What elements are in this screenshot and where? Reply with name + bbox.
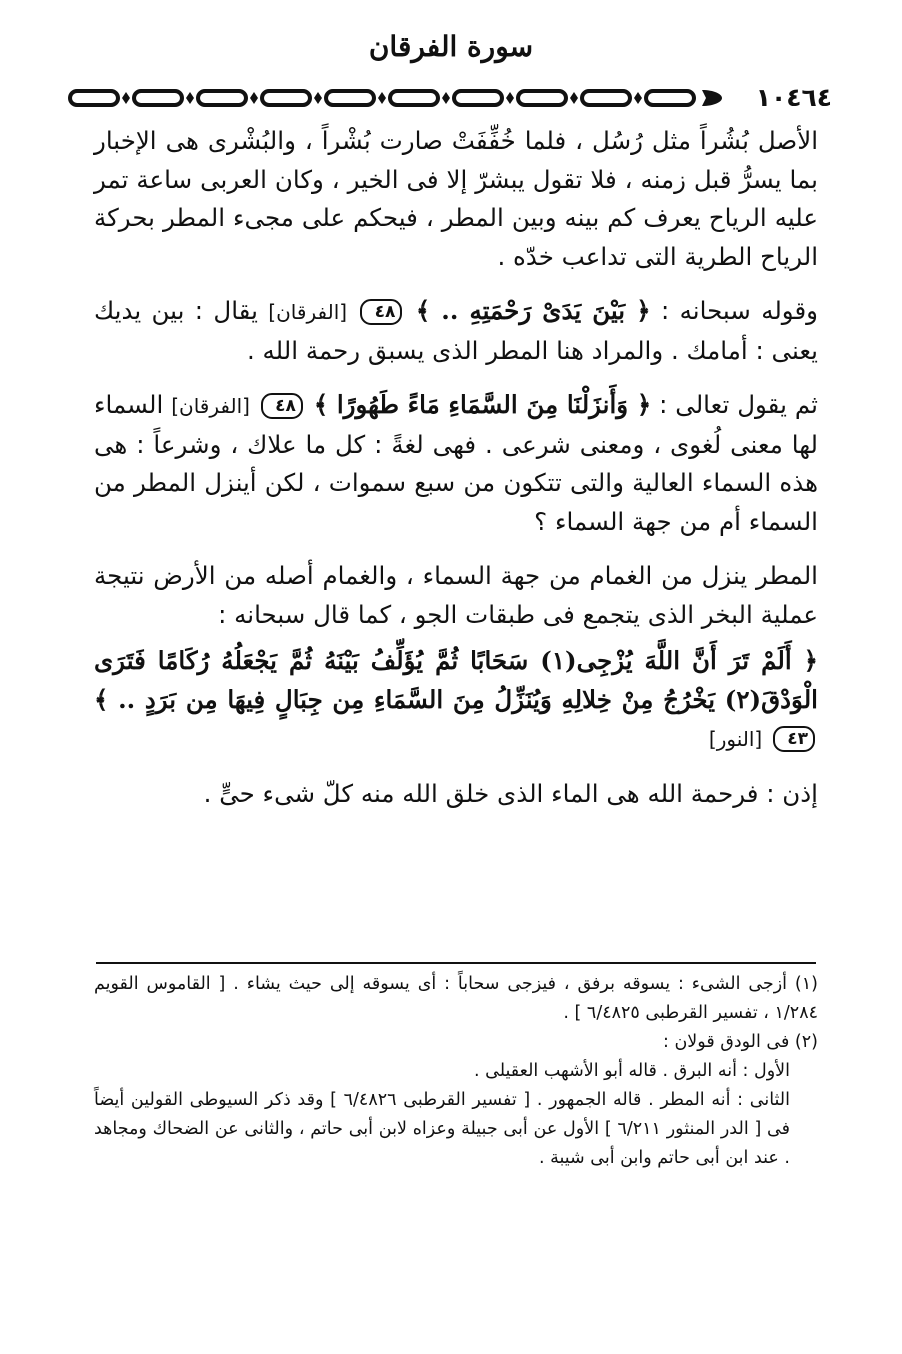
paragraph-lead: وقوله سبحانه :: [661, 296, 818, 325]
quran-verse: ﴿ أَلَمْ تَرَ أَنَّ اللَّهَ يُزْجِى(١) سَحَابًا ثُمَّ يُؤَلِّفُ بَيْنَهُ ثُمَّ يَجْعَلُهُ رُكَامًا فَتَرَى الْوَدْقَ(٢) يَخْرُجُ مِنْ خِلالِهِ وَيُنَزِّلُ مِنَ السَّمَاءِ مِن جِبَالٍ فِيهَا مِن بَرَدٍ .. ﴾: [94, 646, 819, 714]
footnotes: [94, 970, 818, 1173]
ornamental-border-icon: [66, 86, 726, 110]
paragraph-conclusion: إذن : فرحمة الله هى الماء الذى خلق الله منه كلّ شىء حىٍّ .: [203, 778, 818, 808]
paragraph-text: السماء لها معنى لُغوى ، ومعنى شرعى . فهى لغةً : كل ما علاك ، وشرعاً : هى هذه السماء العالية والتى تتكون من سبع سموات ، لكن أينزل المطر من السماء أم من جهة السماء ؟: [94, 390, 818, 536]
paragraph-text: يقال : بين يديك يعنى : أمامك . والمراد هنا المطر الذى يسبق رحمة الله .: [94, 296, 818, 365]
quran-verse: ﴿ بَيْنَ يَدَىْ رَحْمَتِهِ .. ﴾: [415, 296, 651, 325]
footnote-2-first-opinion: الأول : أنه البرق . قاله أبو الأشهب العقيلى .: [473, 1061, 790, 1081]
verse-number-badge: ٤٨: [360, 299, 402, 325]
verse-number-badge: ٤٣: [773, 726, 815, 752]
footnote-2: (٢) فى الودق قولان :: [662, 1032, 818, 1052]
surah-title: سورة الفرقان: [368, 30, 534, 63]
paragraph-commentary-1: الأصل بُشُراً مثل رُسُل ، فلما خُفِّفَتْ صارت بُشْراً ، والبُشْرى هى الإخبار بما يسرُّ قبل زمنه ، فلا تقول يبشرّ إلا فى الخير ، وكان العربى ساعة تمر عليه الرياح يعرف كم بينه وبين المطر ، فيحكم على مجىء المطر بحركة الرياح الطرية التى تداعب خدّه .: [94, 126, 818, 271]
quran-verse: ﴿ وَأَنزَلْنَا مِنَ السَّمَاءِ مَاءً طَهُورًا ﴾: [313, 390, 652, 419]
footnote-1: (١) أزجى الشىء : يسوقه برفق ، فيزجى سحاباً : أى يسوقه إلى حيث يشاء . [ القاموس القويم ١/٢٨٤ ، تفسير القرطبى ٦/٤٨٢٥ ] .: [94, 974, 818, 1023]
paragraph-verse-block: [94, 642, 818, 759]
paragraph-commentary-2: [94, 292, 818, 370]
footnote-divider: [96, 962, 816, 964]
surah-reference: [الفرقان]: [268, 300, 348, 324]
page-number: ١٠٤٦٤: [755, 83, 832, 112]
surah-reference: [النور]: [708, 727, 763, 751]
paragraph-lead: ثم يقول تعالى :: [659, 390, 818, 419]
paragraph-commentary-3: [94, 386, 818, 541]
footnote-2-second-opinion: الثانى : أنه المطر . قاله الجمهور . [ تفسير القرطبى ٦/٤٨٢٦ ] وقد ذكر السيوطى القولين أيضاً فى [ الدر المنثور ٦/٢١١ ] الأول عن أبى جبيلة وعزاه لابن أبى حاتم ، والثانى عن الضحاك ومجاهد . عند ابن أبى حاتم وابن أبى شيبة .: [94, 1090, 790, 1168]
paragraph-commentary-4: المطر ينزل من الغمام من جهة السماء ، والغمام أصله من الأرض نتيجة عملية البخر الذى يتجمع فى طبقات الجو ، كما قال سبحانه :: [94, 561, 818, 629]
main-text: [94, 122, 818, 829]
verse-number-badge: ٤٨: [261, 393, 303, 419]
surah-reference: [الفرقان]: [171, 394, 250, 418]
page-header-band: [66, 82, 834, 114]
